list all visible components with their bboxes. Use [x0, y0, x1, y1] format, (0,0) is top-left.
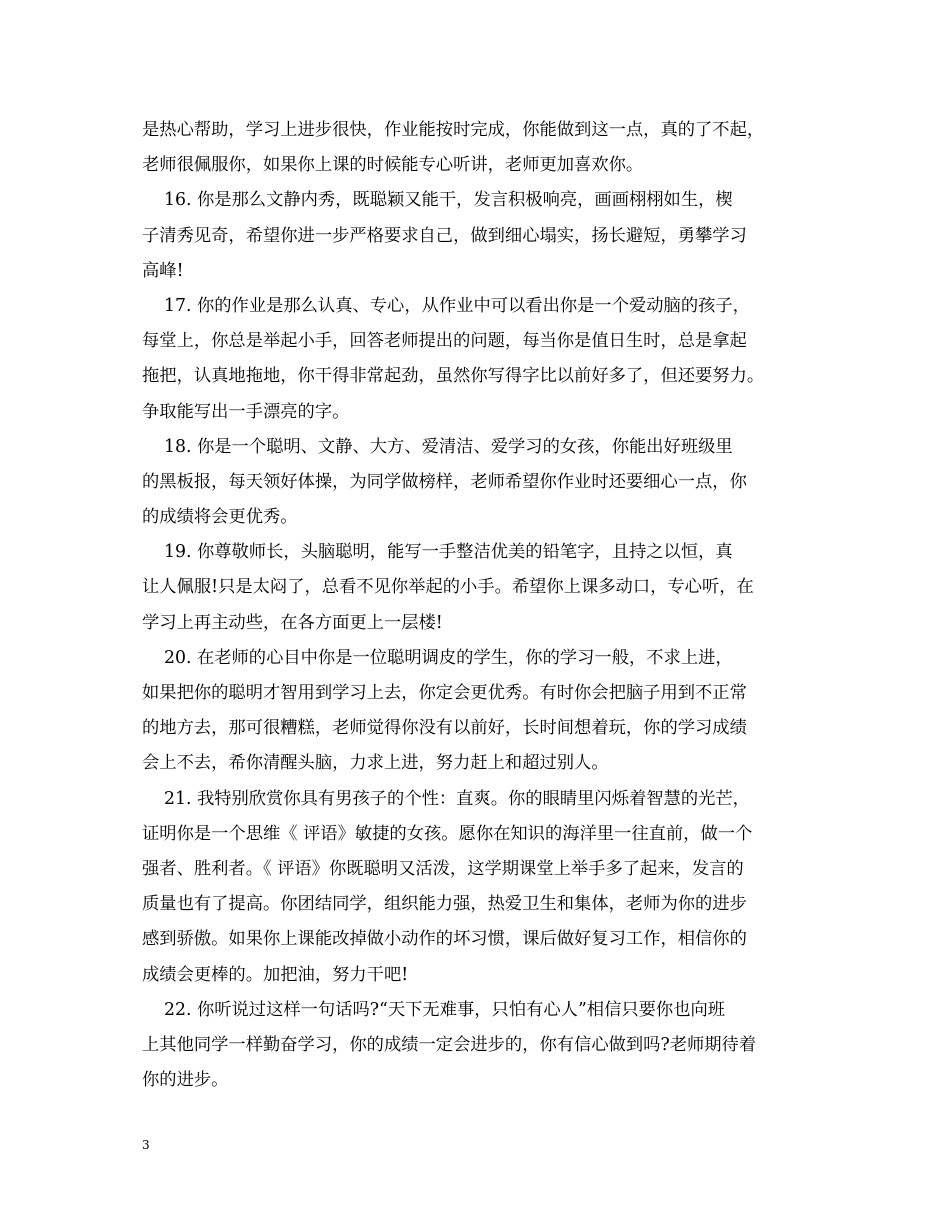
text-line: 会上不去，希你清醒头脑，力求上进，努力赶上和超过别人。 [142, 753, 609, 774]
text-line: 17. 你的作业是那么认真、专心，从作业中可以看出你是一个爱动脑的孩子， [142, 295, 750, 316]
text-line: 成绩会更棒的。加把油，努力干吧! [142, 964, 409, 985]
text-line: 争取能写出一手漂亮的字。 [142, 401, 350, 422]
text-line: 学习上再主动些，在各方面更上一层楼! [142, 612, 443, 633]
text-line: 21. 我特别欣赏你具有男孩子的个性：直爽。你的眼睛里闪烁着智慧的光芒， [142, 788, 750, 809]
text-line: 强者、胜利者。《 评语》你既聪明又活泼，这学期课堂上举手多了起来，发言的 [142, 858, 744, 879]
text-line: 上其他同学一样勤奋学习，你的成绩一定会进步的，你有信心做到吗?老师期待着 [142, 1034, 757, 1055]
text-line: 的地方去，那可很糟糕，老师觉得你没有以前好，长时间想着玩，你的学习成绩 [142, 718, 747, 739]
text-line: 高峰! [142, 260, 184, 281]
text-line: 老师很佩服你，如果你上课的时候能专心听讲，老师更加喜欢你。 [142, 155, 644, 176]
text-line: 证明你是一个思维《 评语》敏捷的女孩。愿你在知识的海洋里一往直前，做一个 [142, 823, 753, 844]
text-line: 如果把你的聪明才智用到学习上去，你定会更优秀。有时你会把脑子用到不正常 [142, 683, 747, 703]
page-number: 3 [142, 1138, 150, 1152]
text-line: 的成绩将会更优秀。 [142, 507, 298, 528]
text-line: 让人佩服!只是太闷了，总看不见你举起的小手。希望你上课多动口，专心听，在 [142, 577, 754, 598]
text-line: 19. 你尊敬师长，头脑聪明，能写一手整洁优美的铅笔字，且持之以恒，真 [142, 542, 733, 563]
text-line: 18. 你是一个聪明、文静、大方、爱清洁、爱学习的女孩，你能出好班级里 [142, 436, 733, 457]
text-line: 感到骄傲。如果你上课能改掉做小动作的坏习惯，课后做好复习工作，相信你的 [142, 929, 747, 950]
text-line: 拖把，认真地拖地，你干得非常起劲，虽然你写得字比以前好多了，但还要努力。 [142, 366, 765, 387]
text-line: 是热心帮助，学习上进步很快，作业能按时完成，你能做到这一点，真的了不起， [142, 120, 765, 140]
text-line: 20. 在老师的心目中你是一位聪明调皮的学生，你的学习一般，不求上进， [142, 647, 733, 668]
text-line: 子清秀见奇，希望你进一步严格要求自己，做到细心塌实，扬长避短，勇攀学习 [142, 225, 747, 246]
text-line: 16. 你是那么文静内秀，既聪颖又能干，发言积极响亮，画画栩栩如生，楔 [142, 190, 733, 211]
text-line: 你的进步。 [142, 1070, 229, 1091]
text-line: 22. 你听说过这样一句话吗?“天下无难事，只怕有心人”相信只要你也向班 [142, 999, 726, 1020]
body-text [142, 113, 816, 1098]
text-line: 每堂上，你总是举起小手，回答老师提出的问题，每当你是值日生时，总是拿起 [142, 331, 747, 352]
text-line: 质量也有了提高。你团结同学，组织能力强，热爱卫生和集体，老师为你的进步 [142, 894, 747, 915]
text-line: 的黑板报，每天领好体操，为同学做榜样，老师希望你作业时还要细心一点，你 [142, 471, 747, 492]
